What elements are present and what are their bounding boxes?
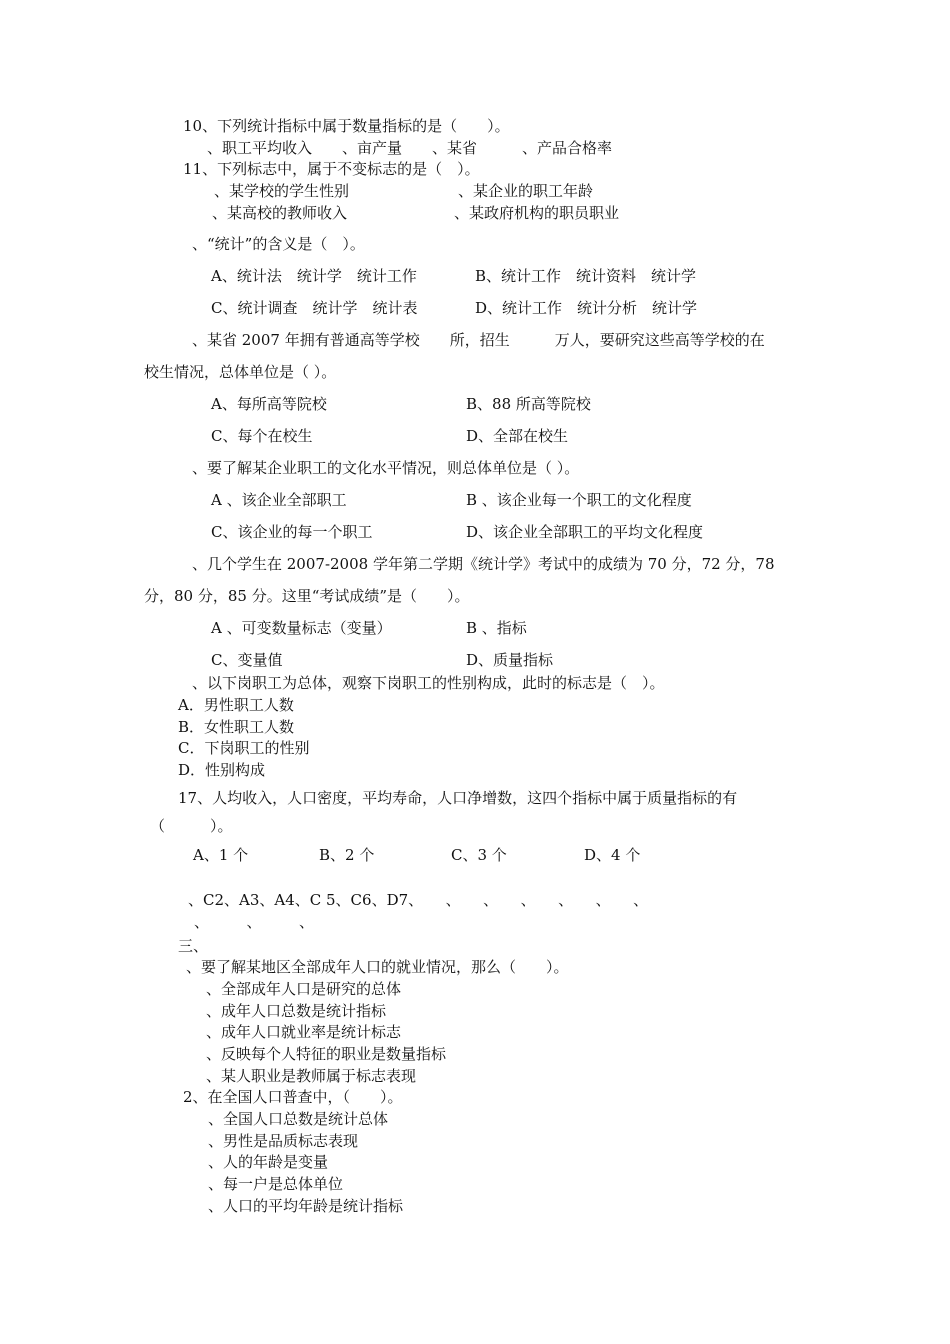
section-3-question-2-item: 、人的年龄是变量 bbox=[208, 1153, 329, 1171]
section-3-question-2-item: 、人口的平均年龄是统计指标 bbox=[208, 1197, 404, 1215]
question-15-option-c: C、变量值 bbox=[211, 651, 283, 669]
question-15-option-b: B 、指标 bbox=[466, 619, 527, 637]
question-15-stem-line-1: 、几个学生在 2007-2008 学年第二学期《统计学》考试中的成绩为 70 分，72 分，78 bbox=[192, 555, 775, 573]
section-3-question-1-item: 、全部成年人口是研究的总体 bbox=[206, 980, 402, 998]
question-12-option-b: B、统计工作 统计资料 统计学 bbox=[475, 267, 697, 285]
question-14-option-d: D、该企业全部职工的平均文化程度 bbox=[466, 523, 704, 541]
section-3-heading: 三、 bbox=[178, 937, 209, 955]
question-14-stem: 、要了解某企业职工的文化水平情况，则总体单位是（ ）。 bbox=[192, 459, 580, 477]
question-14-option-b: B 、该企业每一个职工的文化程度 bbox=[466, 491, 692, 509]
question-11-option-c: 、某高校的教师收入 bbox=[212, 204, 348, 222]
answer-key-line-2: 、 、 、 bbox=[194, 913, 315, 931]
question-11-stem: 11、下列标志中，属于不变标志的是（ ）。 bbox=[183, 160, 480, 178]
section-3-question-1-item: 、成年人口就业率是统计标志 bbox=[206, 1023, 402, 1041]
question-12-stem: 、“统计”的含义是（ ）。 bbox=[192, 235, 365, 253]
question-16-option-b: B．女性职工人数 bbox=[178, 718, 295, 736]
question-13-option-c: C、每个在校生 bbox=[211, 427, 313, 445]
section-3-question-1-stem: 、要了解某地区全部成年人口的就业情况，那么（ ）。 bbox=[186, 958, 569, 976]
question-13-stem-line-1: 、某省 2007 年拥有普通高等学校 所，招生 万人，要研究这些高等学校的在 bbox=[192, 331, 765, 349]
question-15-option-a: A 、可变数量标志（变量） bbox=[211, 619, 392, 637]
question-17-option-b: B、2 个 bbox=[319, 846, 375, 864]
question-15-option-d: D、质量指标 bbox=[466, 651, 554, 669]
question-16-option-c: C．下岗职工的性别 bbox=[178, 739, 310, 757]
question-12-option-d: D、统计工作 统计分析 统计学 bbox=[475, 299, 698, 317]
question-11-option-b: 、某企业的职工年龄 bbox=[458, 182, 594, 200]
question-12-option-a: A、统计法 统计学 统计工作 bbox=[211, 267, 417, 285]
section-3-question-2-item: 、全国人口总数是统计总体 bbox=[208, 1110, 389, 1128]
question-16-option-a: A．男性职工人数 bbox=[178, 696, 294, 714]
question-11-option-a: 、某学校的学生性别 bbox=[214, 182, 350, 200]
question-11-option-d: 、某政府机构的职员职业 bbox=[454, 204, 620, 222]
section-3-question-2-item: 、男性是品质标志表现 bbox=[208, 1132, 359, 1150]
question-13-option-a: A、每所高等院校 bbox=[211, 395, 327, 413]
answer-key-line-1: 、C2、A3、A4、C 5、C6、D7、 、 、 、 、 、 、 bbox=[188, 891, 649, 909]
question-13-option-b: B、88 所高等院校 bbox=[466, 395, 591, 413]
section-3-question-2-stem: 2、在全国人口普查中，（ ）。 bbox=[183, 1088, 403, 1106]
question-14-option-c: C、该企业的每一个职工 bbox=[211, 523, 373, 541]
question-17-option-c: C、3 个 bbox=[451, 846, 507, 864]
question-16-option-d: D．性别构成 bbox=[178, 761, 266, 779]
question-17-option-a: A、1 个 bbox=[193, 846, 249, 864]
section-3-question-2-item: 、每一户是总体单位 bbox=[208, 1175, 344, 1193]
question-10-stem: 10、下列统计指标中属于数量指标的是（ ）。 bbox=[183, 117, 510, 135]
question-13-stem-line-2: 校生情况，总体单位是（ ）。 bbox=[144, 363, 337, 381]
question-16-stem: 、以下岗职工为总体，观察下岗职工的性别构成，此时的标志是（ ）。 bbox=[192, 674, 665, 692]
question-17-stem-line-2: （ ）。 bbox=[150, 817, 233, 835]
question-14-option-a: A 、该企业全部职工 bbox=[211, 491, 347, 509]
question-17-option-d: D、4 个 bbox=[584, 846, 641, 864]
question-13-option-d: D、全部在校生 bbox=[466, 427, 569, 445]
question-12-option-c: C、统计调查 统计学 统计表 bbox=[211, 299, 418, 317]
section-3-question-1-item: 、反映每个人特征的职业是数量指标 bbox=[206, 1045, 447, 1063]
question-17-stem-line-1: 17、人均收入，人口密度，平均寿命，人口净增数，这四个指标中属于质量指标的有 bbox=[178, 789, 738, 807]
question-15-stem-line-2: 分，80 分，85 分。这里“考试成绩”是（ ）。 bbox=[144, 587, 470, 605]
section-3-question-1-item: 、成年人口总数是统计指标 bbox=[206, 1002, 387, 1020]
question-10-options: 、职工平均收入 、亩产量 、某省 、产品合格率 bbox=[207, 139, 613, 157]
section-3-question-1-item: 、某人职业是教师属于标志表现 bbox=[206, 1067, 417, 1085]
